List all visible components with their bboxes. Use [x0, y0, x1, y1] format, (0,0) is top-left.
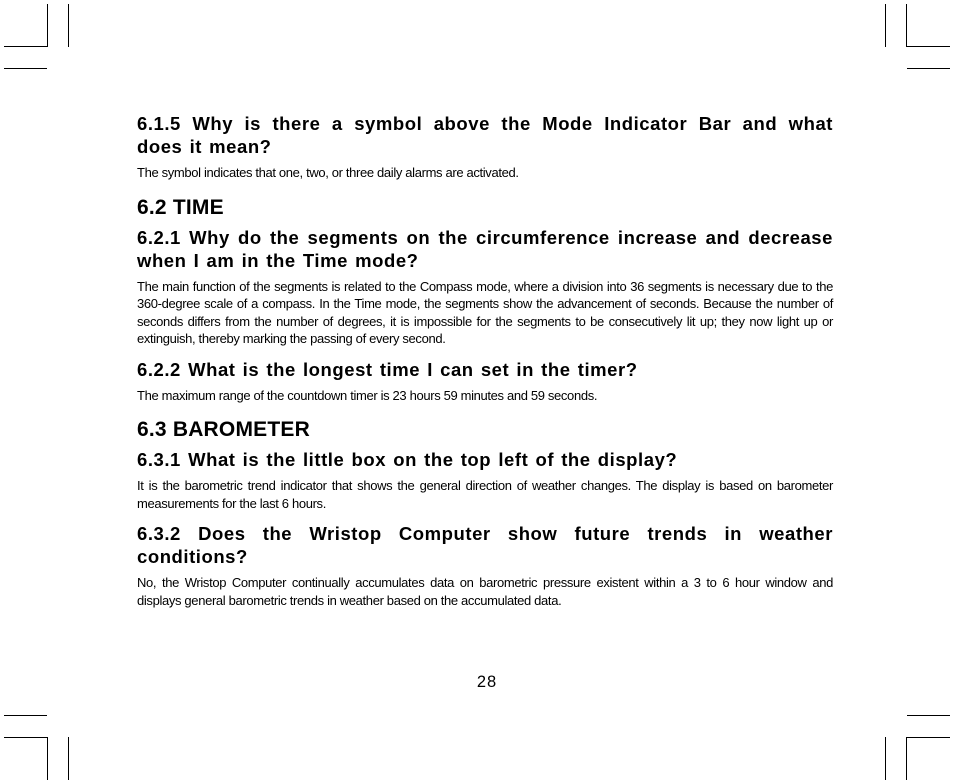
crop-mark — [907, 68, 950, 69]
question-heading-6-3-2: 6.3.2 Does the Wristop Computer show future trends in weather conditions? — [137, 523, 833, 567]
crop-mark — [906, 737, 907, 780]
crop-mark — [885, 4, 886, 47]
page-number: 28 — [476, 673, 498, 691]
section-heading-barometer: 6.3 BAROMETER — [137, 418, 310, 441]
page-content — [137, 112, 833, 609]
crop-mark — [885, 737, 886, 780]
question-heading-6-2-2: 6.2.2 What is the longest time I can set in the timer? — [137, 358, 638, 380]
crop-mark — [47, 4, 48, 47]
crop-mark — [47, 737, 48, 780]
crop-mark — [68, 737, 69, 780]
crop-mark — [906, 46, 950, 47]
section-heading-time: 6.2 TIME — [137, 195, 224, 219]
crop-mark — [4, 46, 48, 47]
crop-mark — [4, 715, 47, 716]
answer-6-1-5: The symbol indicates that one, two, or three daily alarms are activated. — [137, 165, 519, 180]
answer-6-3-2: No, the Wristop Computer continually accumulates data on barometric pressure existent within a 3 to 6 hour window and displays general barometric trends in weather based on the accumulated data. — [137, 575, 833, 608]
crop-mark — [907, 715, 950, 716]
question-heading-6-2-1: 6.2.1 Why do the segments on the circumference increase and decrease when I am in the Time mode? — [137, 226, 833, 271]
crop-mark — [4, 737, 48, 738]
answer-6-2-2: The maximum range of the countdown timer is 23 hours 59 minutes and 59 seconds. — [137, 387, 598, 403]
question-heading-6-1-5: 6.1.5 Why is there a symbol above the Mode Indicator Bar and what does it mean? — [137, 113, 833, 157]
answer-6-2-1: The main function of the segments is related to the Compass mode, where a division into 36 segments is necessary due to the 360-degree scale of a compass. In the Time mode, the segments show the advancement of seconds. Because the number of seconds differs from the number of degrees, it is impossible for the segments to be consecutively lit up; they now light up or extinguish, thereby marking the passing of every second. — [137, 278, 833, 346]
crop-mark — [68, 4, 69, 47]
question-heading-6-3-1: 6.3.1 What is the little box on the top left of the display? — [137, 449, 678, 470]
crop-mark — [906, 4, 907, 47]
crop-mark — [906, 737, 950, 738]
answer-6-3-1: It is the barometric trend indicator that shows the general direction of weather changes. The display is based on barometer measurements for the last 6 hours. — [137, 478, 833, 511]
crop-mark — [4, 68, 47, 69]
